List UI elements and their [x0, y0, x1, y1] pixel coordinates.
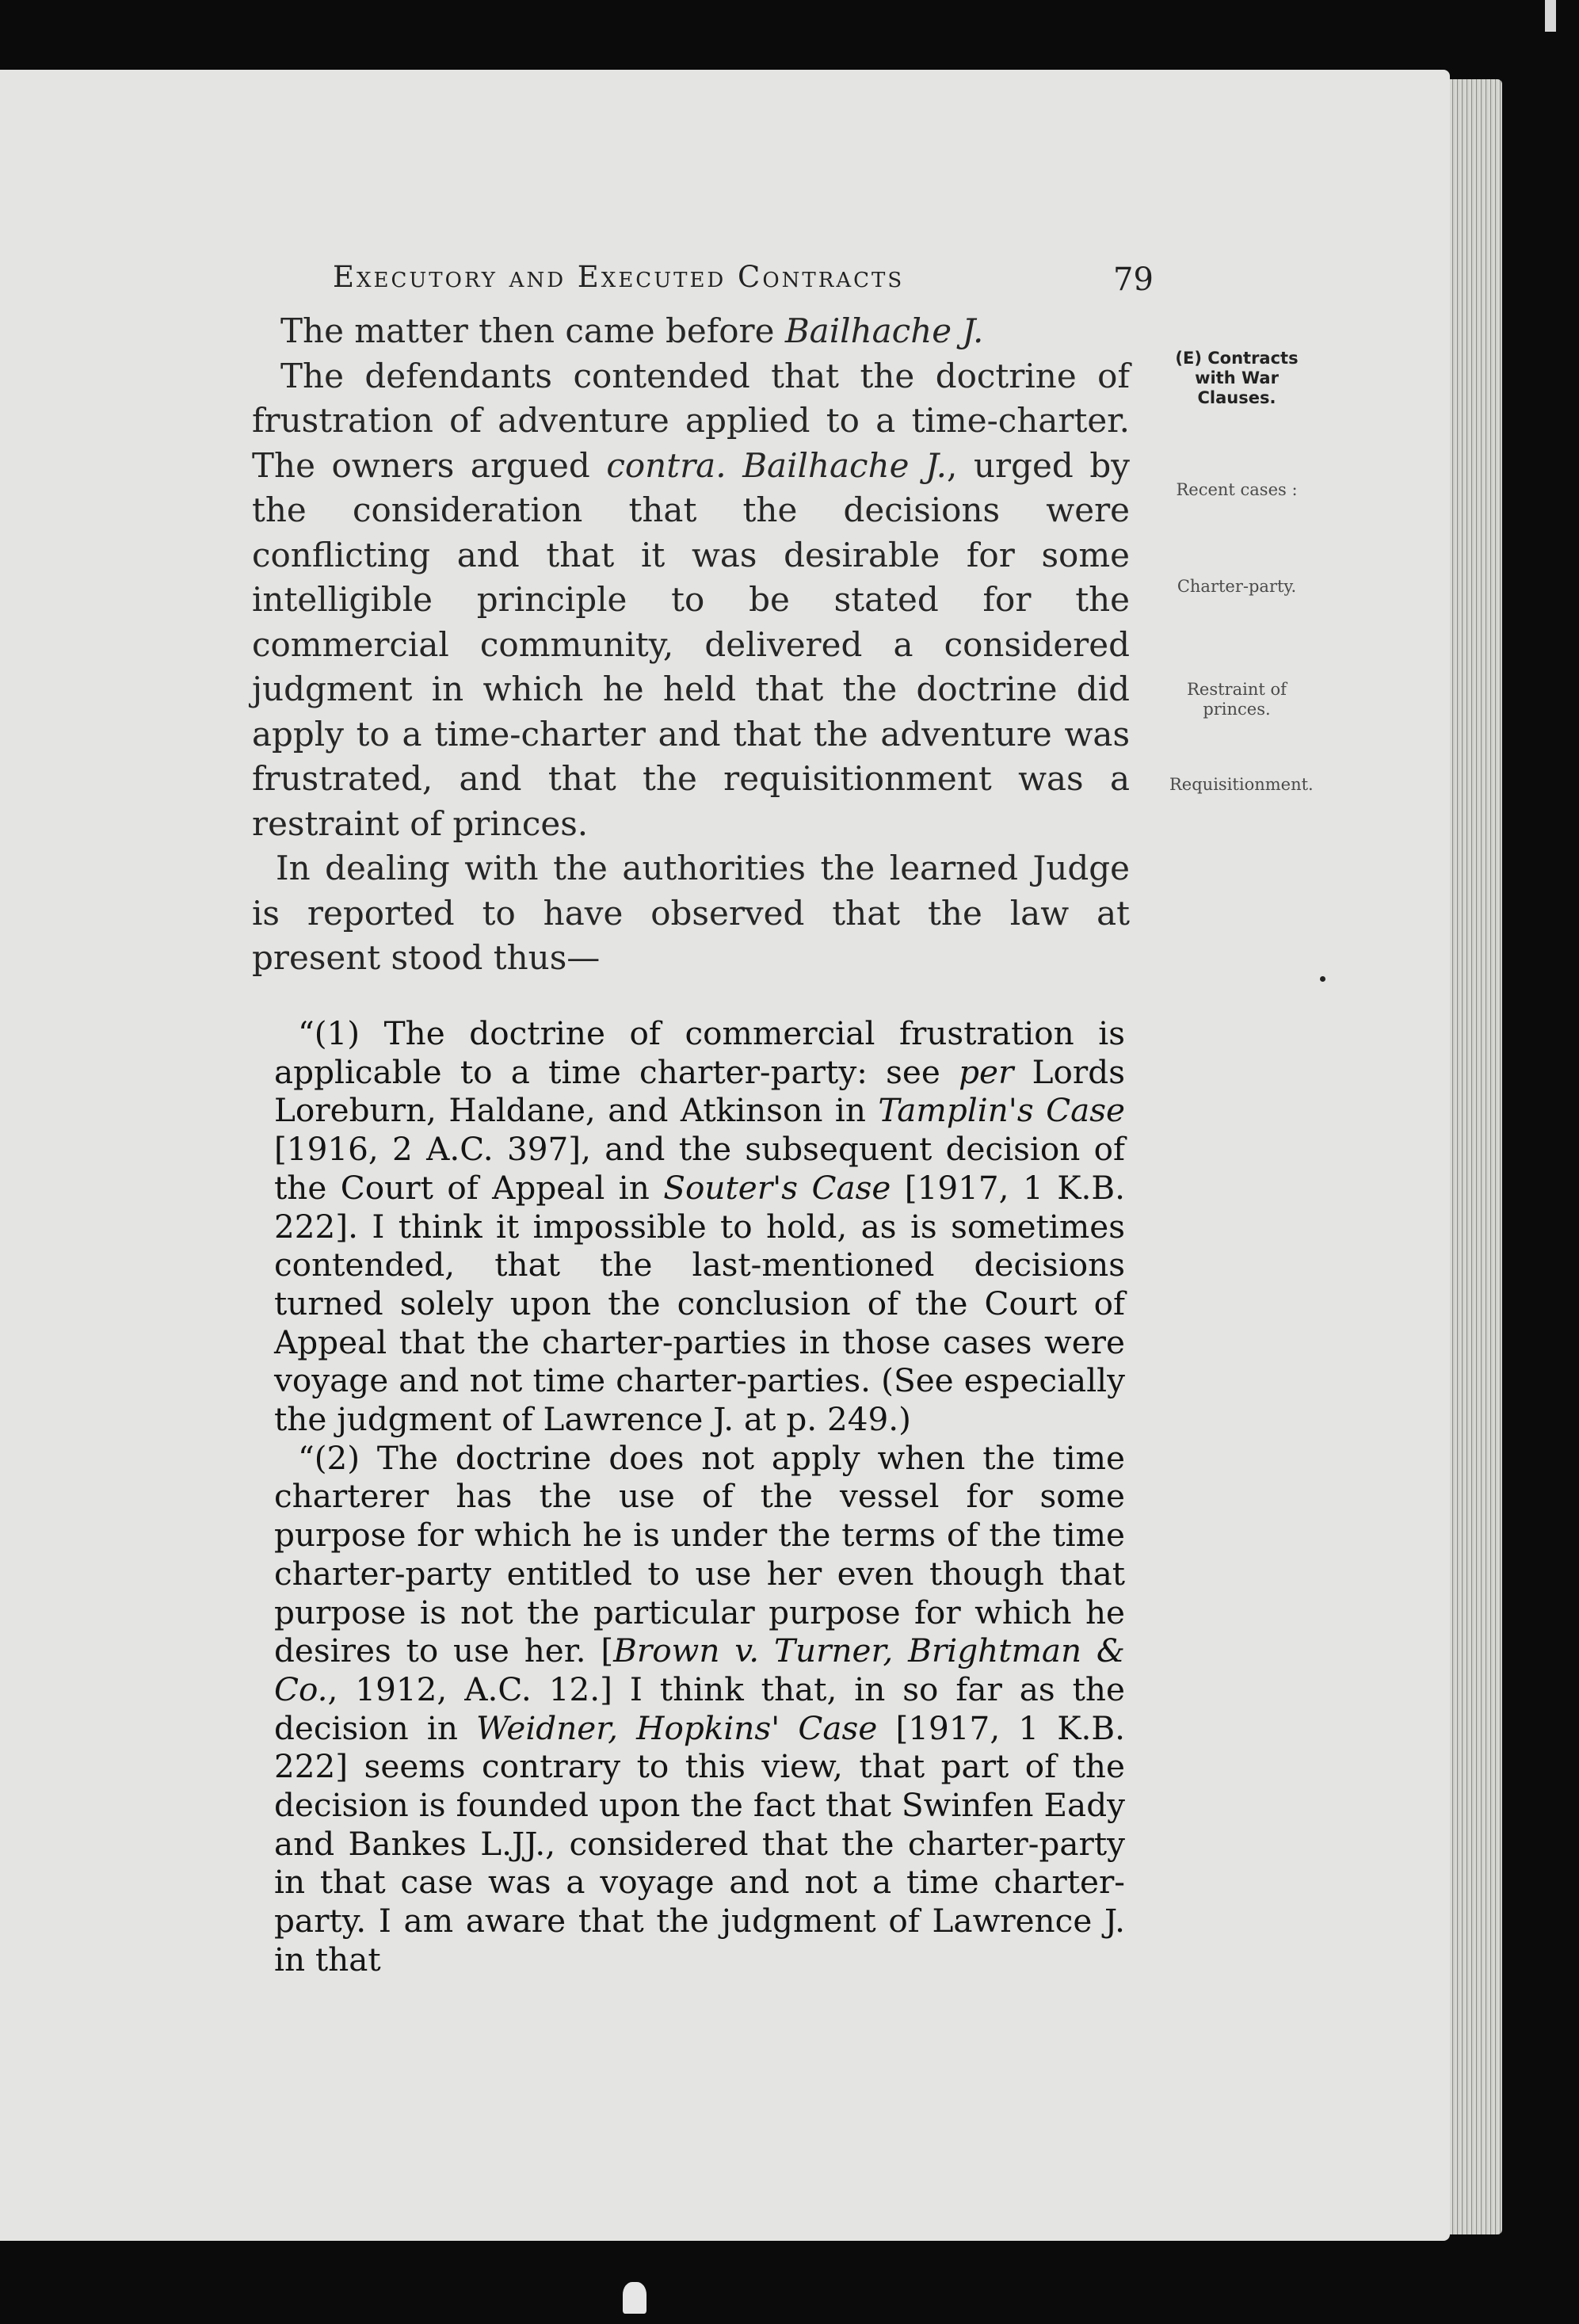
film-corner-mark: [1545, 0, 1556, 32]
margin-note-recent-cases: Recent cases :: [1176, 480, 1298, 499]
paragraph-3: In dealing with the authorities the learned Judge is reported to have observed that the law at present stood thus—: [252, 849, 1130, 977]
speck: [1320, 976, 1325, 982]
film-bottom-mark: [623, 2282, 646, 2314]
quote-para-2: “(2) The doctrine does not apply when the time charterer has the use of the vessel for some purpose for which he is under the terms of the time charter-party entitled to use her even though that purpose is not the particular purpose for which he desires to use her. [Brown v. Turner, Brightman & Co., 1912, A.C. 12.] I think that, in so far as the decision in Weidner, Hopkins' Case [1917, 1 K.B. 222] seems contrary to this view, that part of the decision is founded upon the fact that Swinfen Eady and Bankes L.JJ., considered that the charter-party in that case was a voyage and not a time charter-party. I am aware that the judgment of Lawrence J. in that: [274, 1438, 1125, 1979]
margin-note-contracts-war-clauses: (E) Contracts with War Clauses.: [1175, 349, 1299, 407]
body-text: [252, 309, 1130, 981]
page-number: 79: [1113, 261, 1154, 298]
margin-note-requisitionment: Requisitionment.: [1169, 775, 1314, 794]
margin-note-charter-party: Charter-party.: [1177, 577, 1297, 596]
margin-note-restraint-of-princes: Restraint of princes.: [1187, 680, 1287, 719]
paragraph-1: The matter then came before Bailhache J.: [280, 311, 984, 350]
quote-para-1: “(1) The doctrine of commercial frustration is applicable to a time charter-party: see per Lords Loreburn, Haldane, and Atkinson in Tamplin's Case [1916, 2 A.C. 397], and the subsequent decision of the Court of Appeal in Souter's Case [1917, 1 K.B. 222]. I think it impossible to hold, as is sometimes contended, that the last-mentioned decisions turned solely upon the conclusion of the Court of Appeal that the charter-parties in those cases were voyage and not time charter-parties. (See especially the judgment of Lawrence J. at p. 249.): [274, 1014, 1126, 1439]
paragraph-2: The defendants contended that the doctrine of frustration of adventure applied to a time-charter. The owners argued contra. Bailhache J., urged by the consideration that the decisions were conflicting and that it was desirable for some intelligible principle to be stated for the commercial community, delivered a considered judgment in which he held that the doctrine did apply to a time-charter and that the adventure was frustrated, and that the requisitionment was a restraint of princes.: [252, 356, 1130, 843]
running-head: Executory and Executed Contracts: [333, 260, 905, 294]
block-quote: [274, 1014, 1125, 1979]
